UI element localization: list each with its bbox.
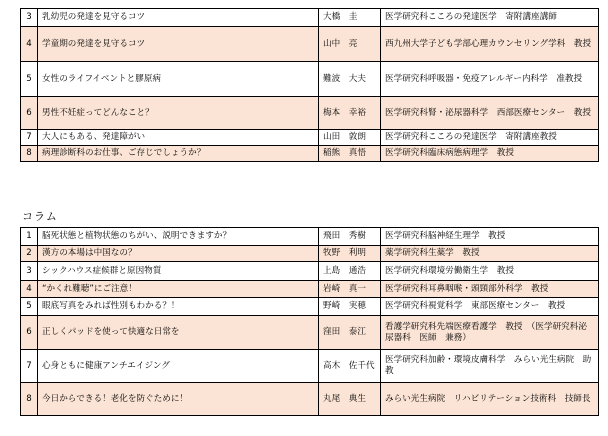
table-row (21, 383, 599, 416)
row-number: 8 (21, 146, 38, 162)
lecturer-name: 上島 通浩 (319, 262, 381, 281)
column-table-body (21, 228, 599, 416)
lecturer-name: 野崎 実穂 (319, 298, 381, 316)
table-row (21, 130, 599, 146)
row-number: 7 (21, 350, 38, 383)
table-row (21, 298, 599, 316)
table-row (21, 262, 599, 281)
lecturer-affiliation: 医学研究科臨床病態病理学 教授 (381, 146, 599, 162)
lecturer-name: 難波 大夫 (319, 62, 381, 97)
row-number: 6 (21, 97, 38, 130)
lecture-table (20, 8, 599, 162)
lecturer-name: 山中 亮 (319, 27, 381, 62)
lecture-title: 漢方の本場は中国なの？ (38, 246, 319, 262)
column-table (20, 227, 599, 416)
lecturer-name: 飛田 秀樹 (319, 228, 381, 246)
table-row (21, 281, 599, 298)
lecturer-affiliation: 医学研究科加齢・環境皮膚科学 みらい光生病院 助教 (381, 350, 599, 383)
lecturer-affiliation: みらい光生病院 リハビリテーション技術科 技師長 (381, 383, 599, 416)
lecturer-name: 山田 敦朗 (319, 130, 381, 146)
lecture-title: 学童期の発達を見守るコツ (38, 27, 319, 62)
row-number: 2 (21, 246, 38, 262)
section-heading-column: コラム (22, 210, 58, 223)
row-number: 6 (21, 316, 38, 350)
table-row (21, 316, 599, 350)
lecturer-affiliation: 医学研究科視覚科学 東部医療センター 教授 (381, 298, 599, 316)
lecture-title: “かくれ難聴”にご注意！ (38, 281, 319, 298)
lecture-title: 眼底写真をみれば性別もわかる？！ (38, 298, 319, 316)
row-number: 7 (21, 130, 38, 146)
lecturer-affiliation: 西九州大学子ども学部心理カウンセリング学科 教授 (381, 27, 599, 62)
lecturer-affiliation: 医学研究科脳神経生理学 教授 (381, 228, 599, 246)
row-number: 5 (21, 298, 38, 316)
lecturer-name: 高木 佐千代 (319, 350, 381, 383)
row-number: 1 (21, 228, 38, 246)
lecturer-affiliation: 医学研究科こころの発達医学 寄附講座教授 (381, 130, 599, 146)
row-number: 3 (21, 262, 38, 281)
lecturer-name: 梅本 幸裕 (319, 97, 381, 130)
lecture-title: 男性不妊症ってどんなこと？ (38, 97, 319, 130)
table-row (21, 350, 599, 383)
lecturer-affiliation: 医学研究科腎・泌尿器科学 西部医療センター 教授 (381, 97, 599, 130)
lecturer-name: 稲熊 真悟 (319, 146, 381, 162)
lecture-title: 脳死状態と植物状態のちがい、説明できますか？ (38, 228, 319, 246)
lecturer-name: 窪田 泰江 (319, 316, 381, 350)
table-row (21, 27, 599, 62)
lecturer-name: 牧野 利明 (319, 246, 381, 262)
row-number: 3 (21, 9, 38, 27)
table-row (21, 97, 599, 130)
lecture-title: 心身ともに健康アンチエイジング (38, 350, 319, 383)
lecture-title: 正しくパッドを使って快適な日常を (38, 316, 319, 350)
lecturer-name: 岩崎 真一 (319, 281, 381, 298)
table-row (21, 146, 599, 162)
lecturer-affiliation: 看護学研究科先端医療看護学 教授 （医学研究科泌尿器科 医師 兼務） (381, 316, 599, 350)
table-row (21, 9, 599, 27)
table-row (21, 228, 599, 246)
row-number: 8 (21, 383, 38, 416)
lecturer-affiliation: 医学研究科呼吸器・免疫アレルギー内科学 准教授 (381, 62, 599, 97)
lecture-title: 乳幼児の発達を見守るコツ (38, 9, 319, 27)
lecture-title: 大人にもある、発達障がい (38, 130, 319, 146)
lecturer-name: 丸尾 典生 (319, 383, 381, 416)
lecture-title: 女性のライフイベントと膠原病 (38, 62, 319, 97)
lecture-title: 病理診断科のお仕事、ご存じでしょうか？ (38, 146, 319, 162)
row-number: 4 (21, 281, 38, 298)
lecturer-affiliation: 医学研究科こころの発達医学 寄附講座講師 (381, 9, 599, 27)
lecture-title: 今日からできる！老化を防ぐために！ (38, 383, 319, 416)
lecture-table-body (21, 9, 599, 162)
row-number: 4 (21, 27, 38, 62)
lecture-title: シックハウス症候群と原因物質 (38, 262, 319, 281)
lecturer-name: 大橋 圭 (319, 9, 381, 27)
table-row (21, 62, 599, 97)
lecturer-affiliation: 医学研究科耳鼻咽喉・頭頸部外科学 教授 (381, 281, 599, 298)
row-number: 5 (21, 62, 38, 97)
lecturer-affiliation: 医学研究科環境労働衛生学 教授 (381, 262, 599, 281)
lecturer-affiliation: 薬学研究科生薬学 教授 (381, 246, 599, 262)
table-row (21, 246, 599, 262)
